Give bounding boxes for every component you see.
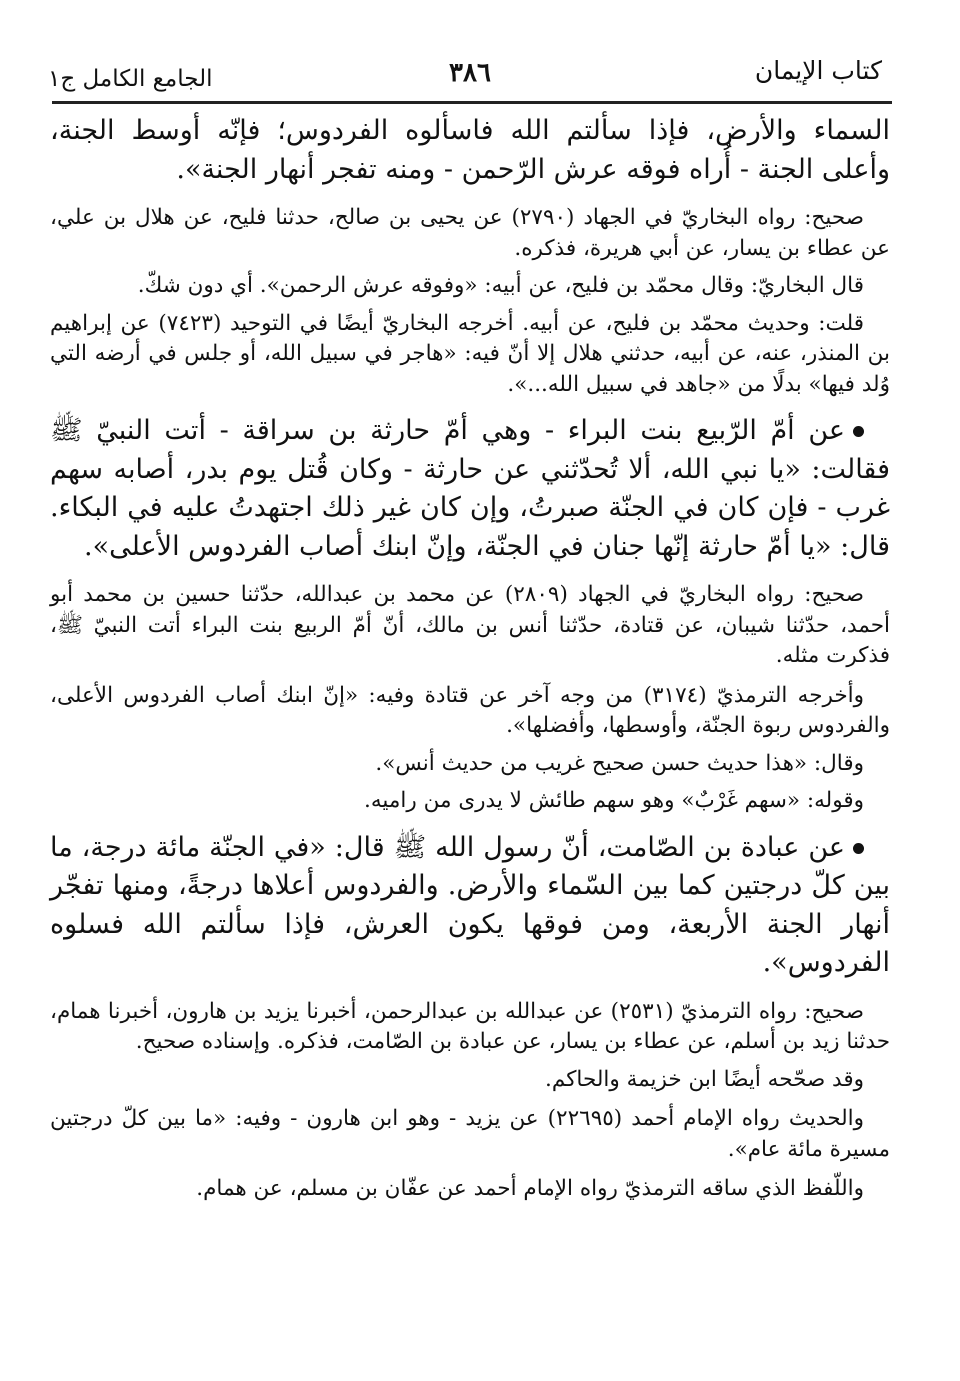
takhrij-note: صحيح: رواه الترمذيّ (٢٥٣١) عن عبدالله بن عبدالرحمن، أخبرنا يزيد بن هارون، أخبرنا همام، حدثنا زيد بن أسلم، عن عطاء بن يسار، عن عبادة بن الصّامت، فذكره. وإسناده صحيح. xyxy=(50,998,890,1054)
takhrij-note: صحيح: رواه البخاريّ في الجهاد (٢٧٩٠) عن يحيى بن صالح، حدثنا فليح، عن هلال بن علي، عن عطاء بن يسار، عن أبي هريرة، فذكره. xyxy=(50,205,890,261)
hadith-continuation: السماء والأرض، فإذا سألتم الله فاسألوه الفردوس؛ فإنّه أوسط الجنة، وأعلى الجنة - أُراه فوقه عرش الرّحمن - ومنه تفجر أنهار الجنة». xyxy=(50,115,890,185)
commentary-note: واللّفظ الذي ساقه الترمذيّ رواه الإمام أحمد عن عفّان بن مسلم، عن همام. xyxy=(196,1176,864,1201)
commentary-note: قال البخاريّ: وقال محمّد بن فليح، عن أبيه: «وفوقه عرش الرحمن». أي دون شكّ. xyxy=(137,273,864,298)
commentary-note: والحديث رواه الإمام أحمد (٢٢٦٩٥) عن يزيد - وهو ابن هارون - وفيه: «ما بين كلّ درجتين مسيرة مائة عام». xyxy=(50,1106,890,1162)
book-title: كتاب الإيمان xyxy=(754,56,882,85)
takhrij-note: صحيح: رواه البخاريّ في الجهاد (٢٨٠٩) عن محمد بن عبدالله، حدّثنا حسين بن محمد أبو أحمد، حدّثنا شيبان، عن قتادة، حدّثنا أنس بن مالك، أنّ أمّ الربيع بنت البراء أتت النبيّ ﷺ، فذكرت مثله. xyxy=(50,582,890,668)
commentary-note: وقال: «هذا حديث حسن صحيح غريب من حديث أنس». xyxy=(375,750,864,776)
commentary-note: قلت: وحديث محمّد بن فليح، عن أبيه. أخرجه البخاريّ أيضًا في التوحيد (٧٤٢٣) عن إبراهيم بن المنذر، عنه، عن أبيه، حدثني هلال إلا أنّ فيه: «هاجر في سبيل الله، أو جلس في أرضه التي وُلد فيها» بدلًا من «جاهد في سبيل الله...». xyxy=(50,310,890,397)
page-number: ٣٨٦ xyxy=(449,58,491,88)
commentary-note: وقد صحّحه أيضًا ابن خزيمة والحاكم. xyxy=(545,1066,864,1092)
commentary-note: وأخرجه الترمذيّ (٣١٧٤) من وجه آخر عن قتادة وفيه: «إنّ ابنك أصاب الفردوس الأعلى، والفردوس ربوة الجنّة، وأوسطها، وأفضلها». xyxy=(50,682,890,738)
hadith-body: عن أمّ الرّبيع بنت البراء - وهي أمّ حارثة بن سراقة - أتت النبيّ ﷺ فقالت: «يا نبي الله، ألا تُحدّثني عن حارثة - وكان قُتل يوم بدر، أصابه سهم غرب - فإن كان في الجنّة صبرتُ، وإن كان غير ذلك اجتهدتُ عليه في البكاء. قال: «يا أمّ حارثة إنّها جنان في الجنّة، وإنّ ابنك أصاب الفردوس الأعلى». xyxy=(50,415,890,562)
hadith-text xyxy=(50,412,890,566)
page-body xyxy=(50,112,890,1205)
hadith-text xyxy=(50,829,890,983)
hadith-body: عن عبادة بن الصّامت، أنّ رسول الله ﷺ قال: «في الجنّة مائة درجة، ما بين كلّ درجتين كما بين السّماء والأرض. والفردوس أعلاها درجةً، ومنها تفجّر أنهار الجنة الأربعة، ومن فوقها يكون العرش، فإذا سألتم الله فسلوه الفردوس». xyxy=(50,831,890,978)
commentary-note: وقوله: «سهم غَرْبٌ» وهو سهم طائش لا يدرى من راميه. xyxy=(364,788,864,813)
volume-title: الجامع الكامل ج١ xyxy=(48,66,213,92)
page-header xyxy=(48,50,892,100)
bullet-icon xyxy=(853,843,864,854)
bullet-icon xyxy=(853,426,864,437)
header-divider xyxy=(52,101,892,104)
